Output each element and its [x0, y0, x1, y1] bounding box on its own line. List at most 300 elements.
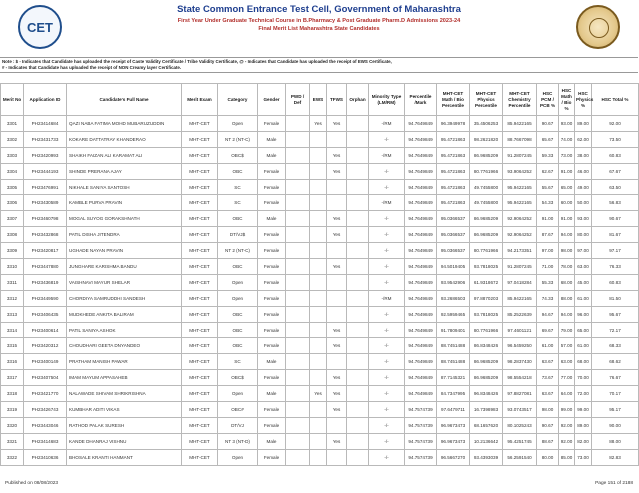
table-cell: 78.00	[559, 259, 575, 275]
table-cell: -/-	[369, 131, 405, 147]
table-cell: 76.67	[592, 370, 639, 386]
table-cell: Male	[258, 131, 286, 147]
table-cell: 94.7649849	[405, 338, 437, 354]
table-cell	[286, 243, 310, 259]
table-cell: 90.67	[537, 116, 559, 132]
column-header: HSC Math / Bio %	[559, 84, 575, 116]
table-cell	[286, 402, 310, 418]
table-cell: PH23421770	[24, 386, 67, 402]
table-cell: 3306	[1, 195, 24, 211]
table-cell: Female	[258, 402, 286, 418]
table-cell: 95.17	[592, 402, 639, 418]
table-cell: 3311	[1, 274, 24, 290]
table-cell: NIKHALE SANIYA SANTOSH	[67, 179, 182, 195]
table-cell: 94.7649849	[405, 274, 437, 290]
table-cell: 71.00	[537, 259, 559, 275]
table-cell: OBC$	[218, 370, 258, 386]
table-cell: 93.00	[575, 211, 592, 227]
table-cell: 92.00	[559, 433, 575, 449]
table-row	[1, 402, 639, 418]
table-cell	[286, 338, 310, 354]
table-cell: Yes	[310, 116, 327, 132]
table-cell	[347, 433, 369, 449]
table-cell: 3315	[1, 338, 24, 354]
table-cell: Female	[258, 306, 286, 322]
table-cell: Female	[258, 290, 286, 306]
table-cell: 94.7649849	[405, 290, 437, 306]
table-cell: 80.1025243	[503, 417, 537, 433]
table-row	[1, 449, 639, 465]
table-cell: 3319	[1, 402, 24, 418]
table-cell	[347, 259, 369, 275]
table-cell: 94.7574739	[405, 417, 437, 433]
table-cell: PH23426743	[24, 402, 67, 418]
table-cell: MHT-CET	[182, 306, 218, 322]
table-cell: 92.5959465	[437, 306, 470, 322]
table-cell: PATIL DISHA JITENDRA	[67, 227, 182, 243]
table-cell: 82.83	[592, 449, 639, 465]
table-cell: 91.00	[559, 211, 575, 227]
list-name: Final Merit List Maharashtra State Candidates	[258, 26, 380, 32]
header-row	[1, 84, 639, 116]
table-cell: Male	[258, 354, 286, 370]
table-cell: OBC$	[218, 147, 258, 163]
table-cell: 98.2837430	[503, 354, 537, 370]
table-cell: 35.4506253	[470, 116, 503, 132]
table-cell: RATHOD PALAK SURESH	[67, 417, 182, 433]
column-header: Category	[218, 84, 258, 116]
table-cell	[347, 322, 369, 338]
table-cell: -/-	[369, 338, 405, 354]
table-cell: 82.00	[575, 433, 592, 449]
column-header: TFWS	[327, 84, 347, 116]
table-cell: Female	[258, 338, 286, 354]
table-cell: PH23400149	[24, 354, 67, 370]
table-cell: NT 2 (NT-C)	[218, 243, 258, 259]
table-cell	[347, 131, 369, 147]
table-cell: 80.7761966	[470, 322, 503, 338]
table-cell	[310, 179, 327, 195]
table-cell: PH23410636	[24, 449, 67, 465]
table-cell	[286, 274, 310, 290]
table-cell: 60.83	[592, 274, 639, 290]
table-cell: 68.1657620	[470, 417, 503, 433]
table-cell: 80.7761966	[470, 243, 503, 259]
merit-list-table	[0, 83, 639, 466]
table-cell: 86.9685209	[470, 147, 503, 163]
table-cell	[347, 195, 369, 211]
column-header: Percentile /Mark	[405, 84, 437, 116]
table-cell: MHT-CET	[182, 195, 218, 211]
table-cell	[347, 227, 369, 243]
table-cell: MHT-CET	[182, 274, 218, 290]
table-cell: 79.00	[559, 322, 575, 338]
table-cell: 76.33	[592, 259, 639, 275]
table-cell: 3317	[1, 370, 24, 386]
table-cell: 97.00	[537, 243, 559, 259]
table-cell: 94.7649849	[405, 322, 437, 338]
table-cell: 96.8348426	[470, 386, 503, 402]
table-cell: 98.2621820	[470, 131, 503, 147]
column-header: HSC Total %	[592, 84, 639, 116]
table-cell: 63.67	[537, 354, 559, 370]
note-line-2: # - Indicates that Candidate has uploaded the receipt of NON Creamy layer Certificate.	[2, 65, 182, 70]
table-cell: -/-	[369, 402, 405, 418]
table-cell: 65.00	[559, 179, 575, 195]
table-cell: 95.4721863	[437, 147, 470, 163]
table-cell: NALAWADE SHIVAM SHRIKRISHNA	[67, 386, 182, 402]
table-cell: 85.9422165	[503, 116, 537, 132]
table-cell: Yes	[327, 322, 347, 338]
table-cell: Female	[258, 195, 286, 211]
table-cell	[347, 116, 369, 132]
table-cell: 77.00	[559, 370, 575, 386]
table-cell: PH23400614	[24, 322, 67, 338]
table-cell	[327, 195, 347, 211]
table-cell: 98.5554218	[503, 370, 537, 386]
column-header: HSC PCM / PCB %	[537, 84, 559, 116]
table-row	[1, 354, 639, 370]
table-cell: KAMBLE PURVA PRAVIN	[67, 195, 182, 211]
table-cell: -/-	[369, 227, 405, 243]
table-cell: 98.00	[559, 243, 575, 259]
table-cell	[310, 259, 327, 275]
note-line-1: Note : $ - Indicates that Candidate has uploaded the receipt of Caste Validity Certificate / Tribe Validity Certificate, @ - Indicates that Candidate has uploaded the receipt of EWS Certificate,	[2, 59, 392, 64]
table-cell: 89.00	[575, 116, 592, 132]
table-cell	[327, 243, 347, 259]
table-row	[1, 386, 639, 402]
table-cell	[310, 370, 327, 386]
column-header: Application ID	[24, 84, 67, 116]
table-cell: 68.62	[592, 354, 639, 370]
table-cell: 94.7649849	[405, 354, 437, 370]
column-header: Gender	[258, 84, 286, 116]
table-cell: 94.7574739	[405, 402, 437, 418]
table-cell: 94.7649849	[405, 306, 437, 322]
table-cell: 96.00	[575, 306, 592, 322]
table-cell: Yes	[327, 227, 347, 243]
table-cell: 96.3949978	[437, 116, 470, 132]
table-cell: 3304	[1, 163, 24, 179]
table-cell: MHT-CET	[182, 386, 218, 402]
table-cell	[347, 274, 369, 290]
table-cell: IMAM MAYUM APPASAHEB	[67, 370, 182, 386]
table-cell: 97.4601121	[503, 322, 537, 338]
table-cell: 91.7809401	[437, 322, 470, 338]
table-row	[1, 195, 639, 211]
column-header: MHT-CET Physics Percentile	[470, 84, 503, 116]
table-cell: 62.00	[575, 131, 592, 147]
table-cell: 56.83	[592, 195, 639, 211]
table-cell	[327, 449, 347, 465]
table-cell: 68.00	[559, 274, 575, 290]
table-cell: Female	[258, 179, 286, 195]
table-cell: PH23436819	[24, 274, 67, 290]
table-cell: 63.00	[559, 354, 575, 370]
table-cell	[286, 116, 310, 132]
table-cell: MHT-CET	[182, 370, 218, 386]
table-cell: 94.7574739	[405, 433, 437, 449]
table-cell	[310, 243, 327, 259]
table-cell: 85.00	[559, 449, 575, 465]
table-cell: 95.0366537	[437, 211, 470, 227]
table-cell	[347, 386, 369, 402]
table-row	[1, 179, 639, 195]
table-cell: 95.4721863	[437, 131, 470, 147]
table-cell	[310, 402, 327, 418]
column-header: Orphan	[347, 84, 369, 116]
table-cell	[310, 131, 327, 147]
table-cell: 94.67	[537, 306, 559, 322]
table-row	[1, 211, 639, 227]
table-cell: 65.00	[575, 322, 592, 338]
table-cell: 92.00	[559, 417, 575, 433]
table-cell: 94.00	[559, 227, 575, 243]
table-cell: OBC	[218, 322, 258, 338]
table-cell	[347, 370, 369, 386]
table-cell: Female	[258, 417, 286, 433]
table-cell: Yes	[327, 163, 347, 179]
table-cell: 92.00	[592, 116, 639, 132]
table-cell: Yes	[327, 147, 347, 163]
table-cell: OBC	[218, 211, 258, 227]
header-titles	[80, 4, 558, 33]
column-header: MHT-CET Chemistry Percentile	[503, 84, 537, 116]
column-header: MHT-CET Math / Bio Percentile	[437, 84, 470, 116]
table-cell: -/-	[369, 179, 405, 195]
table-cell: 74.00	[559, 131, 575, 147]
column-header: Minority Type (LM/RM)	[369, 84, 405, 116]
table-cell: 91.00	[559, 163, 575, 179]
table-cell	[310, 290, 327, 306]
table-cell: Male	[258, 386, 286, 402]
table-cell: PH23420312	[24, 338, 67, 354]
table-cell: 88.7451488	[437, 354, 470, 370]
table-cell: Male	[258, 147, 286, 163]
table-cell: 88.67	[537, 433, 559, 449]
table-cell: 60.83	[592, 147, 639, 163]
table-cell: 94.7574739	[405, 449, 437, 465]
table-cell: -/RM	[369, 147, 405, 163]
table-cell: 63.67	[537, 386, 559, 402]
table-cell: 96.9673473	[437, 417, 470, 433]
table-cell: 3303	[1, 147, 24, 163]
table-header	[1, 84, 639, 116]
table-cell	[347, 147, 369, 163]
table-cell: 49.7455800	[470, 195, 503, 211]
table-cell	[310, 163, 327, 179]
table-cell: 68.33	[592, 338, 639, 354]
table-cell: MHT-CET	[182, 322, 218, 338]
table-cell	[286, 163, 310, 179]
column-header: PWD / Def	[286, 84, 310, 116]
page-title: State Common Entrance Test Cell, Government of Maharashtra	[177, 4, 461, 15]
table-cell: -/-	[369, 243, 405, 259]
table-cell: -/-	[369, 386, 405, 402]
table-cell: 90.67	[592, 211, 639, 227]
table-cell: Female	[258, 259, 286, 275]
table-cell	[286, 306, 310, 322]
table-cell: 80.7761966	[470, 163, 503, 179]
table-cell: 94.7649849	[405, 227, 437, 243]
table-cell: MHT-CET	[182, 243, 218, 259]
table-cell	[286, 322, 310, 338]
table-cell: SC	[218, 179, 258, 195]
table-cell: Yes	[327, 402, 347, 418]
table-cell: Yes	[310, 386, 327, 402]
table-cell: 73.67	[537, 370, 559, 386]
table-cell: Female	[258, 449, 286, 465]
table-cell: 63.50	[592, 179, 639, 195]
table-cell: 93.7818025	[470, 259, 503, 275]
table-cell: 3308	[1, 227, 24, 243]
table-cell: 94.7649849	[405, 147, 437, 163]
table-cell	[310, 211, 327, 227]
table-cell: 80.00	[537, 449, 559, 465]
table-cell	[310, 338, 327, 354]
table-cell	[286, 417, 310, 433]
table-cell: 81.50	[592, 290, 639, 306]
table-cell: Open	[218, 386, 258, 402]
table-cell: -/-	[369, 259, 405, 275]
table-row	[1, 259, 639, 275]
table-cell: 94.2173351	[503, 243, 537, 259]
table-cell	[347, 211, 369, 227]
table-cell: SHAIKH FAIZAN ALI KARAMAT ALI	[67, 147, 182, 163]
table-cell: OBC	[218, 163, 258, 179]
table-row	[1, 116, 639, 132]
table-cell	[286, 131, 310, 147]
table-cell	[286, 259, 310, 275]
table-cell: 98.00	[537, 402, 559, 418]
table-row	[1, 370, 639, 386]
table-cell: 38.00	[575, 147, 592, 163]
table-cell	[327, 354, 347, 370]
table-cell: 67.67	[592, 163, 639, 179]
table-cell: Open	[218, 449, 258, 465]
table-cell	[286, 370, 310, 386]
table-cell	[286, 211, 310, 227]
table-cell: PRATHAM MANISH PAWAR	[67, 354, 182, 370]
table-cell	[347, 179, 369, 195]
table-cell: Female	[258, 322, 286, 338]
table-cell: MHT-CET	[182, 259, 218, 275]
table-cell: 85.9422165	[503, 290, 537, 306]
table-cell	[347, 402, 369, 418]
table-cell: KANDE DHANRAJ VISHNU	[67, 433, 182, 449]
table-cell: 16.7398983	[470, 402, 503, 418]
table-cell: 3305	[1, 179, 24, 195]
table-cell: 70.00	[575, 370, 592, 386]
table-cell: 3302	[1, 131, 24, 147]
table-cell: 81.67	[592, 227, 639, 243]
table-cell: Yes	[327, 338, 347, 354]
table-cell: 95.4721863	[437, 163, 470, 179]
table-cell: Female	[258, 274, 286, 290]
table-cell: Female	[258, 370, 286, 386]
table-cell: OBC#	[218, 402, 258, 418]
table-cell	[310, 274, 327, 290]
table-cell	[286, 354, 310, 370]
table-cell	[327, 274, 347, 290]
table-cell: 94.7649849	[405, 370, 437, 386]
table-cell	[327, 179, 347, 195]
table-cell: 95.67	[592, 306, 639, 322]
table-cell: 88.7667098	[503, 131, 537, 147]
table-cell: 97.0418284	[503, 274, 537, 290]
table-cell: -/-	[369, 163, 405, 179]
table-cell: 97.6479711	[437, 402, 470, 418]
table-cell: 95.0366537	[437, 243, 470, 259]
table-cell: 74.33	[537, 290, 559, 306]
table-cell: 46.00	[575, 163, 592, 179]
table-cell: DT/VJ$	[218, 227, 258, 243]
table-cell	[347, 306, 369, 322]
table-cell: -/RM	[369, 290, 405, 306]
table-cell: 3316	[1, 354, 24, 370]
table-cell	[347, 449, 369, 465]
table-cell: PH23449590	[24, 290, 67, 306]
table-row	[1, 290, 639, 306]
table-cell: 88.00	[559, 290, 575, 306]
table-cell	[310, 354, 327, 370]
cet-logo-icon	[18, 5, 62, 49]
table-cell	[347, 354, 369, 370]
table-cell: 86.9685209	[470, 354, 503, 370]
table-row	[1, 163, 639, 179]
table-cell: 60.00	[559, 195, 575, 211]
table-cell: 94.7649849	[405, 163, 437, 179]
table-cell: 90.67	[537, 417, 559, 433]
table-cell: 96.9673473	[437, 433, 470, 449]
table-cell: 72.00	[575, 386, 592, 402]
column-header: EWS	[310, 84, 327, 116]
table-cell: 94.00	[559, 306, 575, 322]
table-cell: 94.5019405	[437, 259, 470, 275]
table-cell	[347, 417, 369, 433]
table-cell: 3318	[1, 386, 24, 402]
table-cell: 3309	[1, 243, 24, 259]
table-cell: 54.33	[537, 195, 559, 211]
column-header: Candidate's Full Name	[67, 84, 182, 116]
table-cell: 94.7649849	[405, 195, 437, 211]
table-cell: 3321	[1, 433, 24, 449]
table-body	[1, 116, 639, 466]
page-number: Page 151 of 2188	[595, 481, 633, 486]
table-cell: 99.00	[575, 402, 592, 418]
table-cell: NT 3 (NT-D)	[218, 433, 258, 449]
table-cell: PH23443046	[24, 417, 67, 433]
table-cell: 64.00	[559, 386, 575, 402]
table-cell: 50.00	[575, 195, 592, 211]
table-cell: PH23414684	[24, 116, 67, 132]
table-cell: PH23420993	[24, 147, 67, 163]
table-cell: MHT-CET	[182, 338, 218, 354]
table-cell: PH23407504	[24, 370, 67, 386]
table-cell: 86.9685209	[470, 227, 503, 243]
table-cell: Yes	[327, 433, 347, 449]
table-cell: PH23420817	[24, 243, 67, 259]
table-cell	[286, 195, 310, 211]
table-cell: PATIL SANIYA ASHOK	[67, 322, 182, 338]
table-cell: Female	[258, 243, 286, 259]
table-cell: 99.00	[559, 402, 575, 418]
table-cell: 97.8827081	[503, 386, 537, 402]
table-cell: -/-	[369, 449, 405, 465]
column-header: Merit No	[1, 84, 24, 116]
table-cell: 95.4251745	[503, 433, 537, 449]
table-cell: 94.7649849	[405, 386, 437, 402]
